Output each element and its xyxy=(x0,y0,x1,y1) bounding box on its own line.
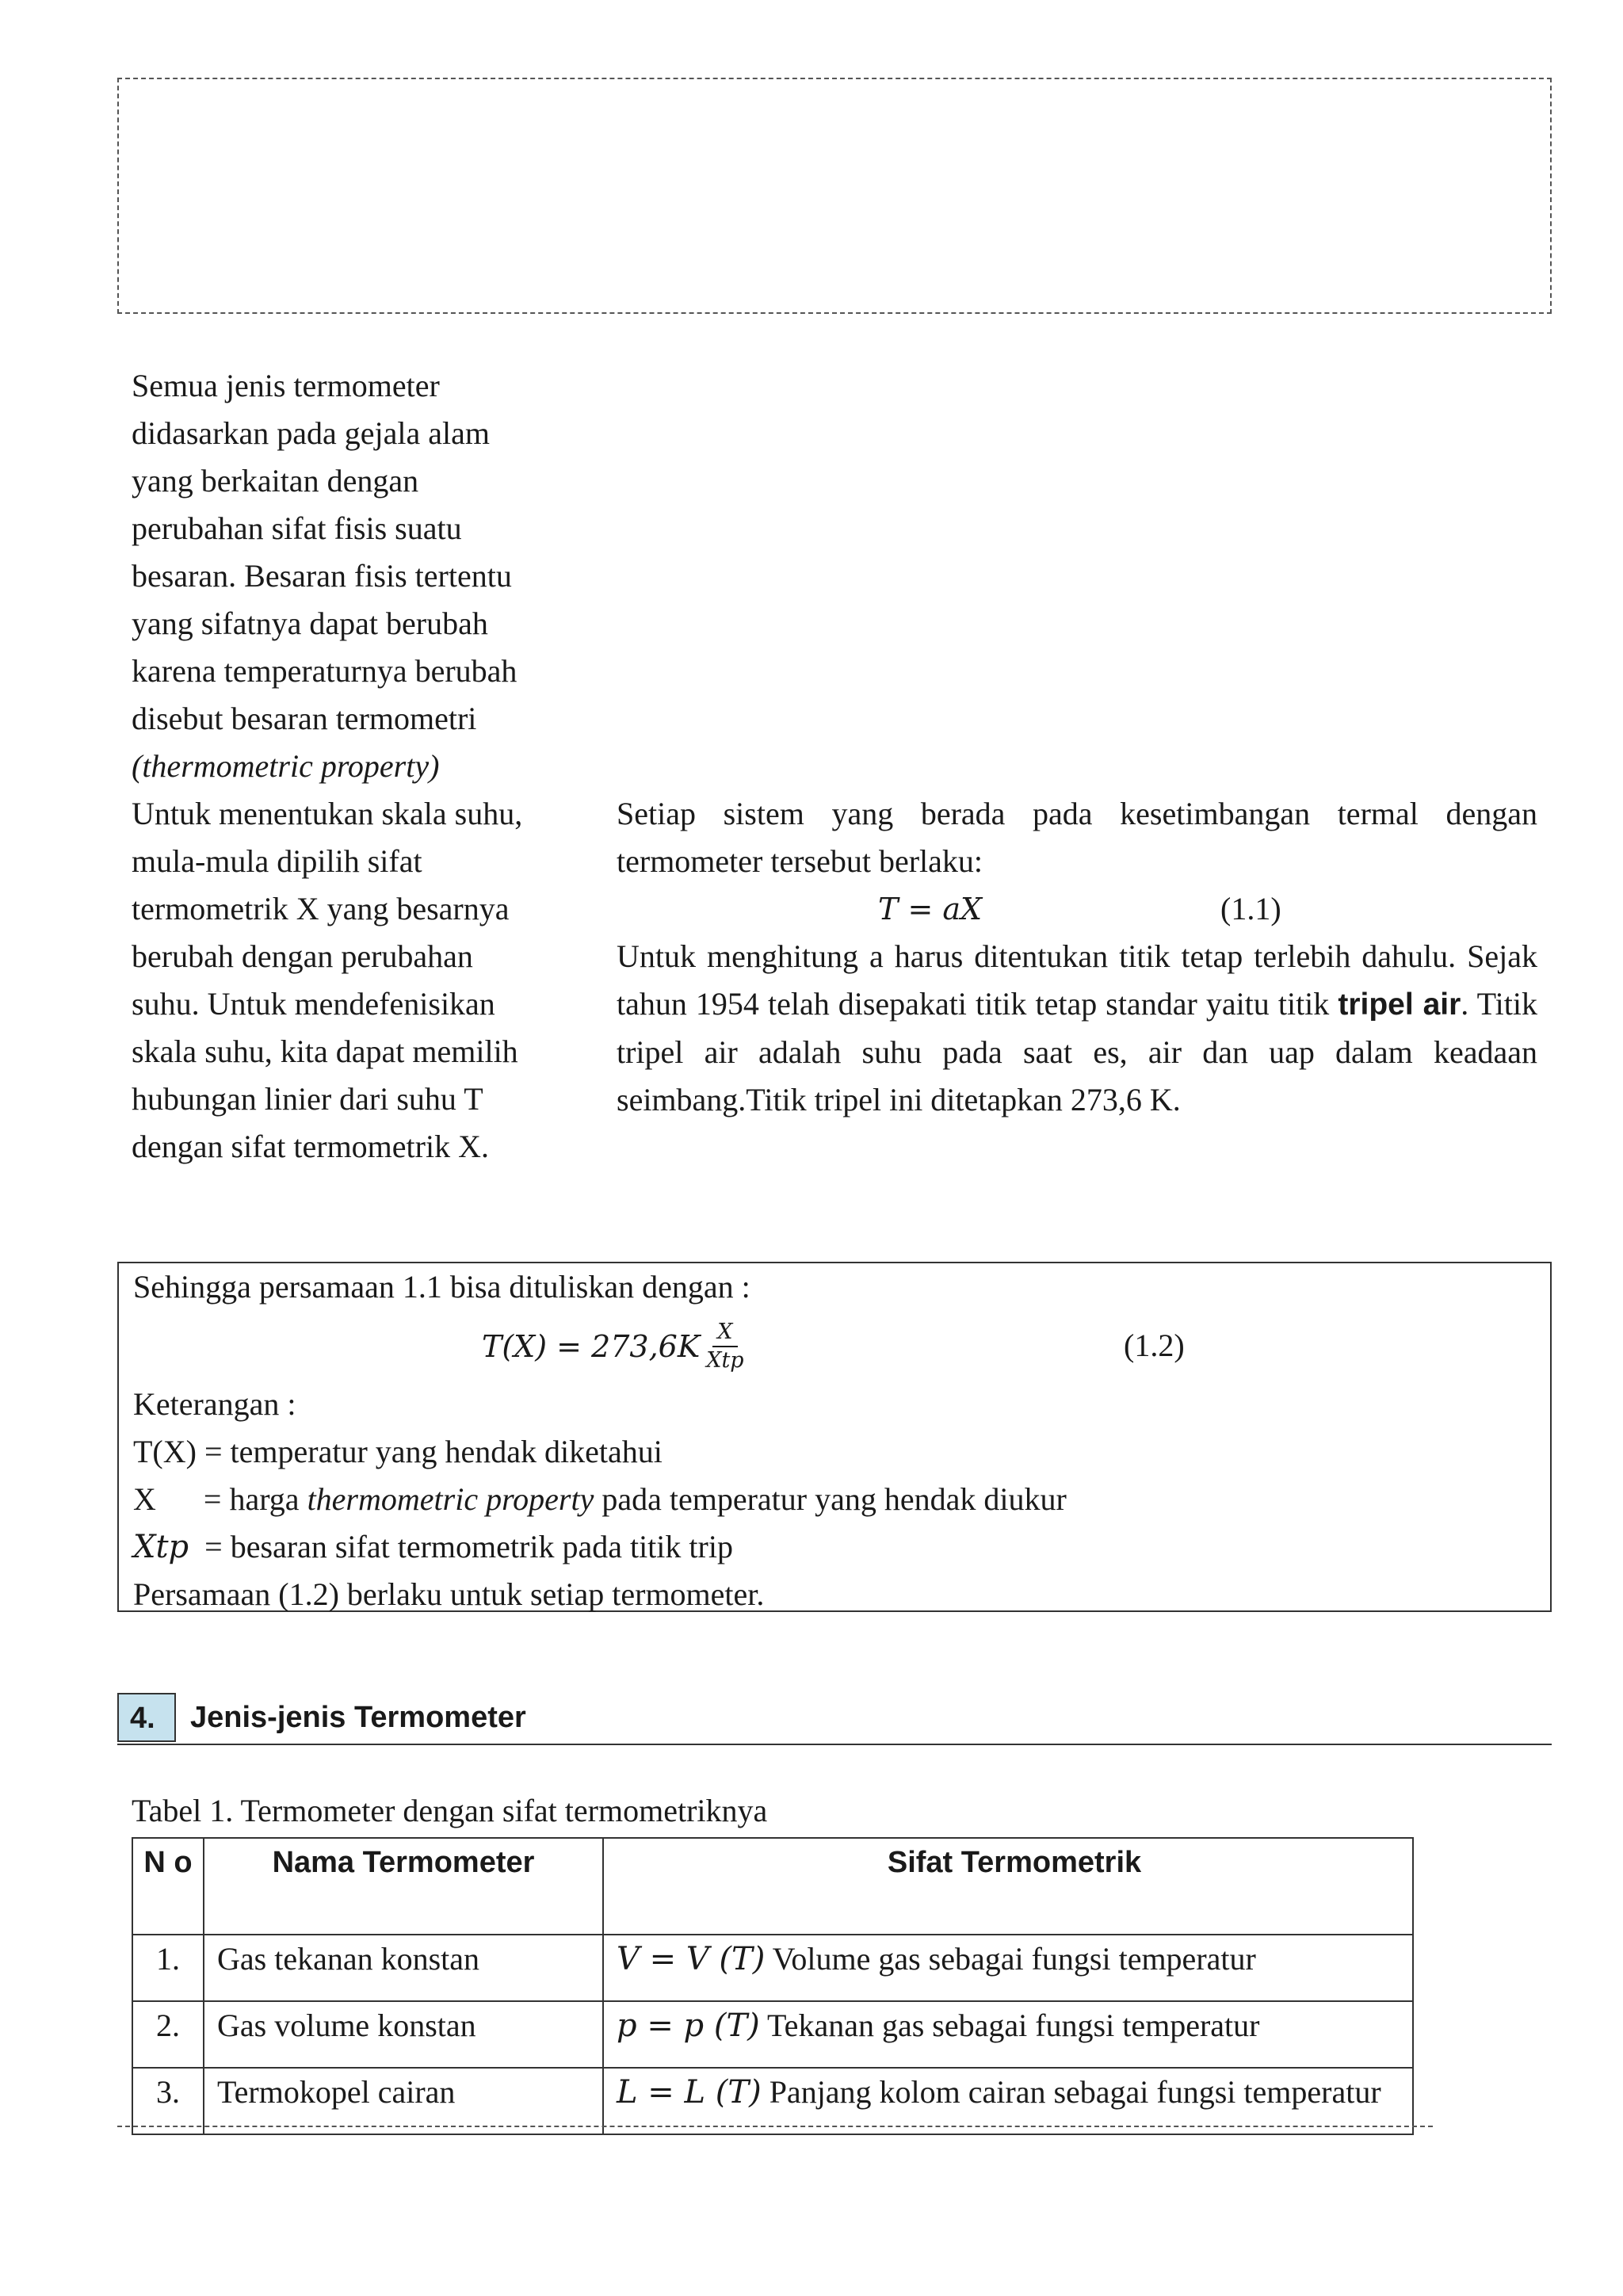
text-line: disebut besaran termometri xyxy=(132,701,477,736)
fraction xyxy=(706,1319,743,1374)
table-cell: 3. xyxy=(132,2068,204,2134)
text-span: = besaran sifat termometrik pada titik trip xyxy=(189,1529,733,1564)
box-intro: Sehingga persamaan 1.1 bisa dituliskan dengan : xyxy=(133,1269,750,1305)
page-divider xyxy=(117,2126,1433,2127)
intro-paragraph: Setiap sistem yang berada pada kesetimbangan termal dengan termometer tersebut berlaku: xyxy=(617,796,1537,879)
text-span: Volume gas sebagai fungsi temperatur xyxy=(765,1941,1256,1977)
legend-line xyxy=(133,1476,1550,1523)
equation-number: (1.2) xyxy=(1124,1328,1185,1363)
table-row xyxy=(132,2068,1413,2134)
text-line: skala suhu, kita dapat memilih xyxy=(132,1033,518,1069)
text-span: Tekanan gas sebagai fungsi temperatur xyxy=(759,2008,1260,2043)
fraction-numerator: X xyxy=(712,1319,737,1347)
table-cell xyxy=(603,2001,1413,2068)
eq-equals: = xyxy=(898,892,943,926)
section-title: Jenis-jenis Termometer xyxy=(190,1701,526,1734)
table-cell: Termokopel cairan xyxy=(204,2068,603,2134)
table-cell: 2. xyxy=(132,2001,204,2068)
text-line: termometrik X yang besarnya xyxy=(132,891,510,926)
header-cell: Nama Termometer xyxy=(204,1838,603,1935)
equation-1-1 xyxy=(617,885,1537,933)
symbol: p = p (T) xyxy=(617,2008,760,2044)
table-row xyxy=(132,1935,1413,2001)
tripel-paragraph xyxy=(617,933,1537,1124)
text-line: yang berkaitan dengan xyxy=(132,463,419,499)
table-cell: Gas volume konstan xyxy=(204,2001,603,2068)
table-cell xyxy=(603,2068,1413,2134)
text-line: suhu. Untuk mendefenisikan xyxy=(132,986,495,1022)
section-number: 4. xyxy=(117,1693,176,1742)
left-column-text xyxy=(132,362,591,1171)
text-line: dengan sifat termometrik X. xyxy=(132,1129,489,1164)
bold-term: tripel air xyxy=(1338,988,1461,1022)
legend-line: T(X) = temperatur yang hendak diketahui xyxy=(133,1434,663,1469)
table-cell: 1. xyxy=(132,1935,204,2001)
table-row xyxy=(132,2001,1413,2068)
symbol: Xtp xyxy=(133,1529,189,1565)
text-span: pada temperatur yang hendak diukur xyxy=(594,1481,1067,1517)
text-line: perubahan sifat fisis suatu xyxy=(132,510,462,546)
header-cell: N o xyxy=(132,1838,204,1935)
equation-1-1-formula xyxy=(878,885,982,933)
text-line: hubungan linier dari suhu T xyxy=(132,1081,483,1117)
eq-rhs: aX xyxy=(942,892,983,926)
text-span: Panjang kolom cairan sebagai fungsi temperatur xyxy=(761,2074,1381,2110)
equation-1-2 xyxy=(133,1311,1550,1381)
text-line: didasarkan pada gejala alam xyxy=(132,415,490,451)
equation-number: (1.1) xyxy=(1220,891,1281,926)
text-span: Untuk menghitung a harus ditentukan titik tetap terlebih dahulu. Sejak tahun 1954 telah disepakati titik tetap standar yaitu titik xyxy=(617,938,1537,1022)
legend-line xyxy=(133,1523,1550,1571)
equation-1-2-formula xyxy=(482,1319,744,1374)
text-line: berubah dengan perubahan xyxy=(132,938,473,974)
italic-term: thermometric property xyxy=(307,1481,594,1517)
equation-box xyxy=(117,1262,1552,1612)
symbol: V = V (T) xyxy=(617,1941,766,1977)
table-header-row xyxy=(132,1838,1413,1935)
text-span: . Titik tripel air adalah suhu pada saat es, air dan uap dalam keadaan seimbang.Titik tripel ini ditetapkan 273,6 K. xyxy=(617,986,1537,1117)
text-line: Untuk menentukan skala suhu, xyxy=(132,796,523,831)
text-line: besaran. Besaran fisis tertentu xyxy=(132,558,512,594)
eq-unit: K xyxy=(677,1329,701,1364)
table-cell xyxy=(603,1935,1413,2001)
thermometer-table xyxy=(132,1837,1414,2135)
legend-line: Persamaan (1.2) berlaku untuk setiap termometer. xyxy=(133,1576,765,1612)
section-heading xyxy=(117,1693,1552,1745)
header-cell: Sifat Termometrik xyxy=(603,1838,1413,1935)
text-span: X = harga xyxy=(133,1481,307,1517)
right-column-text xyxy=(617,790,1537,1124)
table-caption: Tabel 1. Termometer dengan sifat termometriknya xyxy=(132,1793,768,1828)
header-placeholder-box xyxy=(117,78,1552,314)
eq-lhs: T xyxy=(878,892,899,926)
symbol: L = L (T) xyxy=(617,2074,762,2111)
text-line: yang sifatnya dapat berubah xyxy=(132,606,488,641)
text-line: (thermometric property) xyxy=(132,748,440,784)
keterangan-label: Keterangan : xyxy=(133,1386,296,1422)
eq-lhs: T(X) = 273,6 xyxy=(482,1329,678,1364)
table-cell: Gas tekanan konstan xyxy=(204,1935,603,2001)
text-line: Semua jenis termometer xyxy=(132,368,440,403)
text-line: mula-mula dipilih sifat xyxy=(132,843,422,879)
fraction-denominator: Xtp xyxy=(706,1348,744,1373)
text-line: karena temperaturnya berubah xyxy=(132,653,517,689)
